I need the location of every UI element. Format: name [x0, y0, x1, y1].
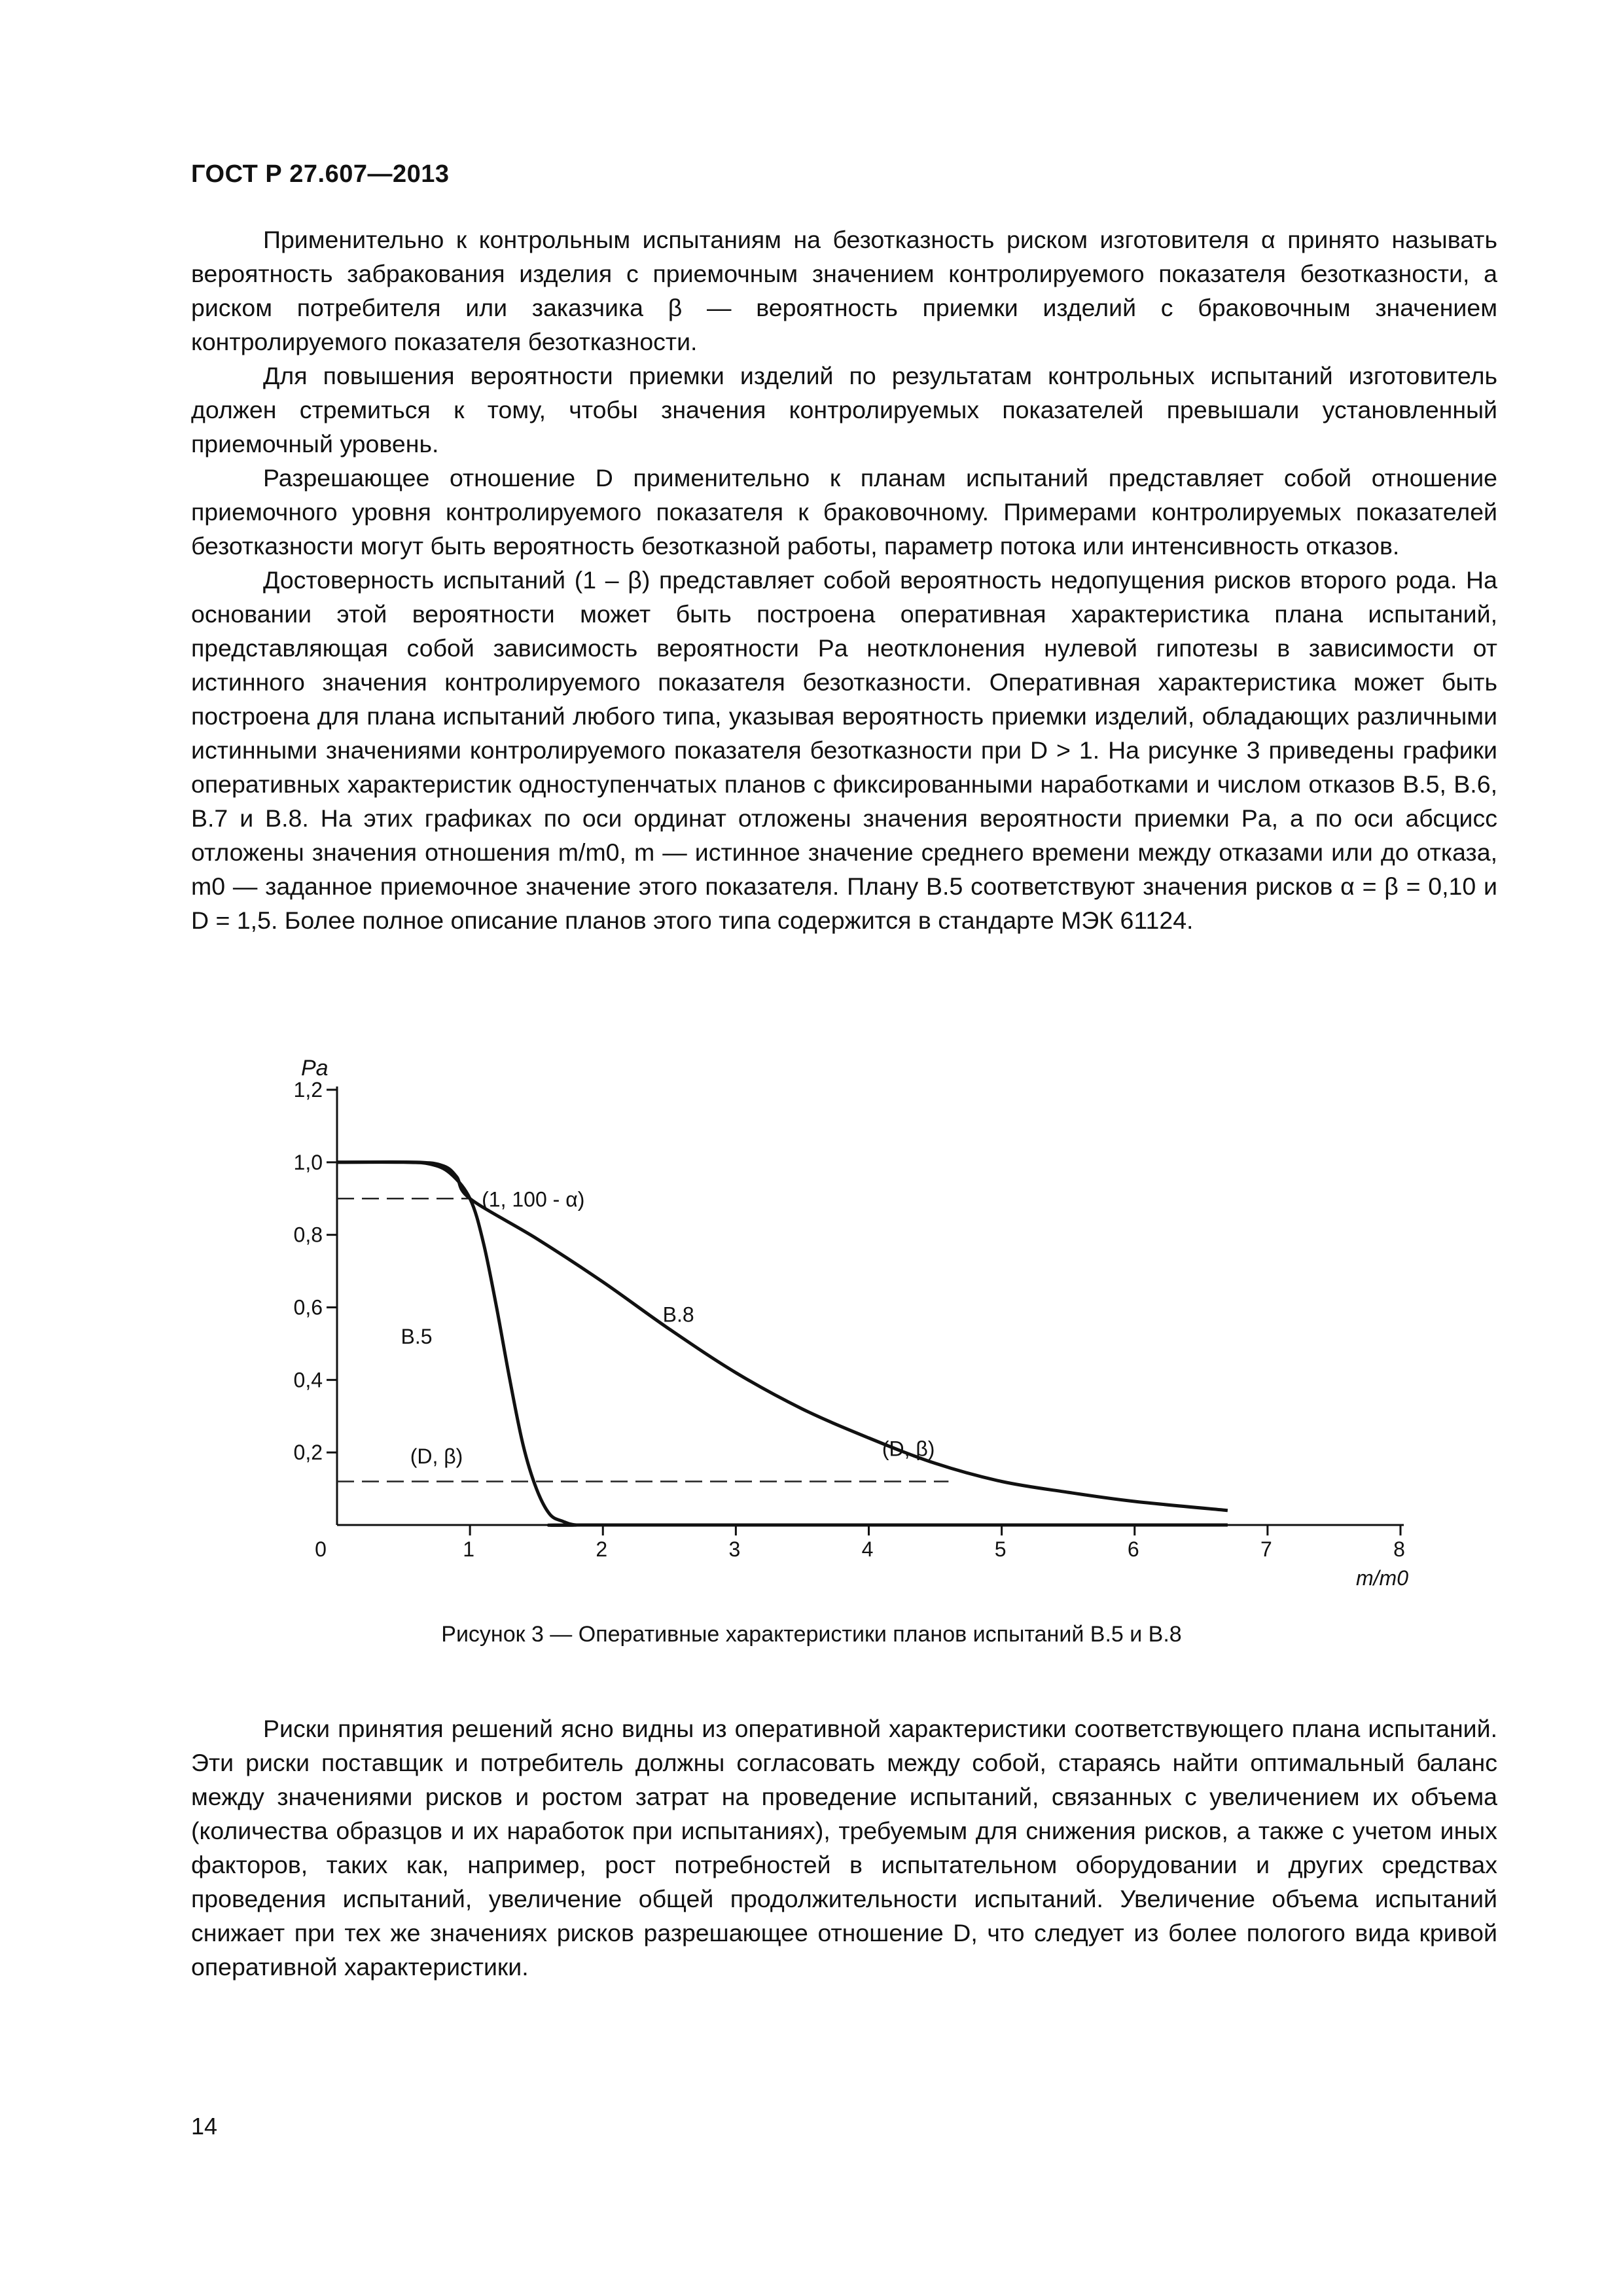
chart-annotation: (D, β) [410, 1444, 463, 1468]
x-tick-label: 4 [861, 1537, 874, 1561]
y-tick-label: 0,4 [293, 1368, 323, 1392]
series-line-b-8 [337, 1162, 1228, 1510]
x-axis-label: m/m0 [1356, 1566, 1408, 1590]
chart-annotation: (D, β) [882, 1437, 935, 1461]
x-tick-label: 2 [596, 1537, 608, 1561]
y-tick-label: 0,2 [293, 1441, 323, 1465]
y-tick-label: 1,0 [293, 1150, 323, 1174]
body-text-top [191, 223, 1497, 937]
chart-annotation: B.8 [662, 1302, 694, 1327]
figure-3-chart [249, 1041, 1466, 1604]
x-tick-label: 8 [1393, 1537, 1405, 1561]
paragraph-risk-definition: Применительно к контрольным испытаниям на безотказность риском изготовителя α принято называть вероятность забракования изделия с приемочным значением контролируемого показателя безотказности, а риском потребителя или заказчика β — вероятность приемки изделий с браковочным значением контролируемого показателя безотказности. [191, 226, 1497, 355]
paragraph-decision-risks: Риски принятия решений ясно видны из оперативной характеристики соответствующего плана испытаний. Эти риски поставщик и потребитель должны согласовать между собой, стараясь найти оптимальный баланс между значениями рисков и ростом затрат на проведение испытаний, связанных с увеличением их объема (количества образцов и их наработок при испытаниях), требуемым для снижения рисков, а также с учетом иных факторов, таких как, например, рост потребностей в испытательном оборудовании и других средствах проведения испытаний, увеличение общей продолжительности испытаний. Увеличение объема испытаний снижает при тех же значениях рисков разрешающее отношение D, что следует из более пологого вида кривой оперативной характеристики. [191, 1715, 1497, 1981]
y-tick-label: 0,8 [293, 1223, 323, 1247]
x-tick-label: 7 [1260, 1537, 1272, 1561]
chart-annotation: (1, 100 - α) [482, 1187, 585, 1211]
y-tick-label: 1,2 [293, 1078, 323, 1102]
y-tick-label: 0,6 [293, 1295, 323, 1319]
paragraph-acceptance-probability: Для повышения вероятности приемки изделий по результатам контрольных испытаний изготовитель должен стремиться к тому, чтобы значения контролируемых показателей превышали установленный приемочный уровень. [191, 362, 1497, 457]
x-tick-label: 0 [315, 1537, 327, 1561]
operating-characteristic-chart [249, 1041, 1466, 1604]
chart-annotation: B.5 [401, 1324, 433, 1348]
paragraph-discrimination-ratio: Разрешающее отношение D применительно к планам испытаний представляет собой отношение приемочного уровня контролируемого показателя к браковочному. Примерами контролируемых показателей безотказности могут быть вероятность безотказной работы, параметр потока или интенсивность отказов. [191, 464, 1497, 560]
figure-caption: Рисунок 3 — Оперативные характеристики планов испытаний B.5 и B.8 [441, 1622, 1182, 1647]
standard-header: ГОСТ Р 27.607—2013 [191, 160, 450, 188]
body-text-bottom [191, 1712, 1497, 1984]
x-tick-label: 1 [463, 1537, 475, 1561]
y-axis-label: Pa [301, 1056, 329, 1081]
page-number: 14 [191, 2113, 218, 2140]
x-tick-label: 5 [994, 1537, 1007, 1561]
x-tick-label: 3 [728, 1537, 741, 1561]
series-line-b-5 [337, 1162, 1228, 1526]
paragraph-operating-characteristic: Достоверность испытаний (1 – β) представляет собой вероятность недопущения рисков второго рода. На основании этой вероятности может быть построена оперативная характеристика плана испытаний, представляющая собой зависимость вероятности Pa неотклонения нулевой гипотезы в зависимости от истинного значения контролируемого показателя безотказности. Оперативная характеристика может быть построена для плана испытаний любого типа, указывая вероятность приемки изделий, обладающих различными истинными значениями контролируемого показателя безотказности при D > 1. На рисунке 3 приведены графики оперативных характеристик одноступенчатых планов с фиксированными наработками и числом отказов B.5, B.6, B.7 и B.8. На этих графиках по оси ординат отложены значения вероятности приемки Pa, а по оси абсцисс отложены значения отношения m/m0, m — истинное значение среднего времени между отказами или до отказа, m0 — заданное приемочное значение этого показателя. Плану B.5 соответствуют значения рисков α = β = 0,10 и D = 1,5. Более полное описание планов этого типа содержится в стандарте МЭК 61124. [191, 566, 1497, 934]
x-tick-label: 6 [1127, 1537, 1139, 1561]
